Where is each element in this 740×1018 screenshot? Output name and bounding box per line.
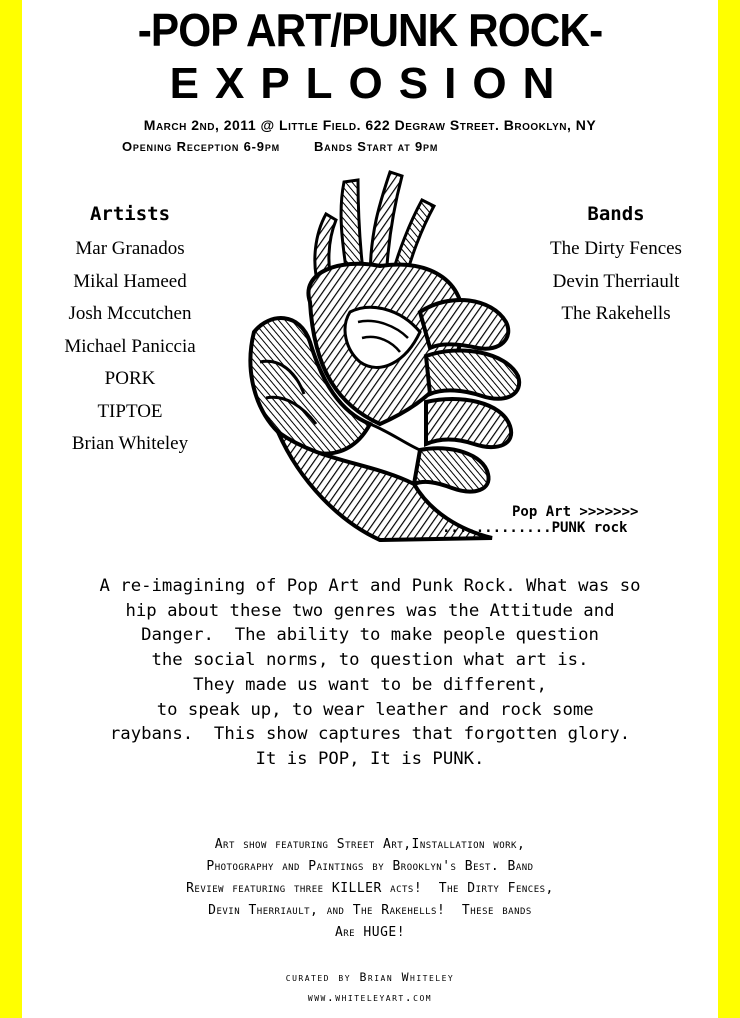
artist-name: Brian Whiteley [71,433,189,454]
bands-list [516,203,716,331]
artist-name: TIPTOE [97,400,163,422]
band-name: The Rakehells [561,303,671,324]
flyer-page [22,0,718,1018]
website-link[interactable]: www.whiteleyart.com [307,990,433,1004]
footer [22,967,718,1007]
band-name: Devin Therriault [552,270,680,292]
artwork-caption-punk-rock: .............PUNK rock [442,520,628,536]
event-description: Art show featuring Street Art,Installation work, Photography and Paintings by Brooklyn's Best. Band Review featuring three KILLER acts! The Dirty Fences, Devin Therriault, and The Rakehells! These bands Are HUGE! [186,837,554,940]
event-times [122,139,438,154]
opening-reception: Opening Reception 6-9pm [122,139,280,154]
artists-heading: Artists [89,203,171,225]
band-name: The Dirty Fences [550,238,682,259]
bands-start: Bands Start at 9pm [313,139,439,154]
date-location: March 2nd, 2011 @ Little Field. 622 Degraw Street. Brooklyn, NY [143,117,597,133]
artist-name: Josh Mccutchen [68,303,192,324]
statement-paragraph: A re-imagining of Pop Art and Punk Rock. What was so hip about these two genres was the Attitude and Danger. The ability to make people question the social norms, to question what art is. They made us want to be different, to speak up, to wear leather and rock some raybans. This show captures that forgotten glory. It is POP, It is PUNK. [99,576,641,769]
anatomical-heart-in-hands-icon [230,162,530,542]
artwork-caption-pop-art: Pop Art >>>>>>> [512,504,639,520]
title-line-1: -POP ART/PUNK ROCK- [137,4,603,56]
bands-heading: Bands [587,203,645,225]
artist-name: PORK [104,368,156,389]
curated-by: curated by Brian Whiteley [285,970,455,984]
title-line-2: EXPLOSION [169,59,571,108]
artist-name: Mar Granados [75,238,185,259]
artists-list [30,203,230,461]
artist-name: Mikal Hameed [73,270,187,292]
artist-name: Michael Paniccia [64,335,196,357]
